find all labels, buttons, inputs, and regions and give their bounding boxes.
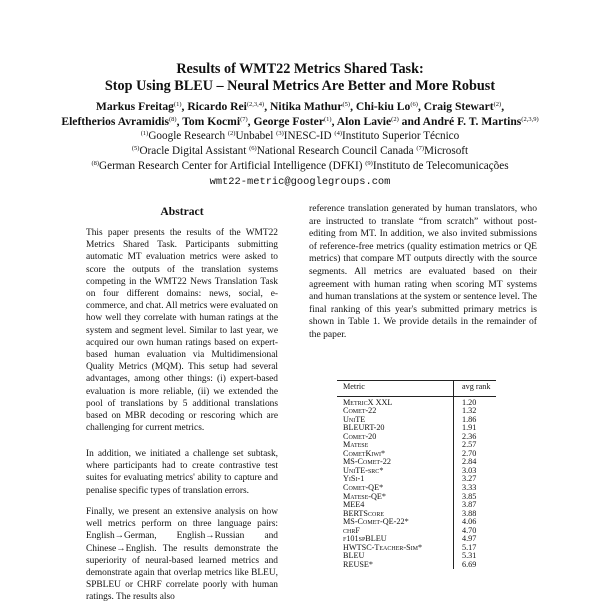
author-affil: (2,3,9) bbox=[521, 116, 539, 123]
author-line-1: Markus Freitag$^{(1)}$, Ricardo Rei$^{(2,3,4)}$, Nitika Mathur$^{(5)}$, Chi-kiu Lo$^{(6)}$, Craig Stewart$^{(2)}$, bbox=[95, 100, 505, 113]
affil-num: (4) bbox=[334, 130, 342, 137]
author-name: Ricardo Rei bbox=[187, 100, 247, 113]
abstract-heading: Abstract bbox=[160, 205, 204, 218]
metric-rank: 1.32 bbox=[454, 407, 497, 416]
affiliation: Oracle Digital Assistant bbox=[139, 145, 247, 157]
metric-rank: 2.36 bbox=[454, 433, 497, 442]
affiliation: German Research Center for Artificial Intelligence (DFKI) bbox=[99, 160, 363, 172]
affiliation-line-1 bbox=[0, 129, 600, 144]
affiliation: National Research Council Canada bbox=[256, 145, 414, 157]
affil-num: (8) bbox=[91, 160, 100, 167]
affiliation: Instituto de Telecomunicações bbox=[372, 160, 509, 172]
affiliation-line-3 bbox=[0, 159, 600, 174]
author-name: Markus Freitag bbox=[95, 100, 174, 113]
metric-name: BLEURT-20 bbox=[343, 423, 385, 433]
metric-rank: 4.97 bbox=[454, 535, 497, 544]
metric-rank: 3.87 bbox=[454, 501, 497, 510]
affiliation: Microsoft bbox=[424, 145, 469, 157]
metric-name: HWTSC-Teacher-Sim* bbox=[343, 542, 423, 552]
author-affil: (2) bbox=[391, 116, 399, 123]
metric-name: MEE4 bbox=[343, 500, 365, 510]
table-row bbox=[337, 561, 496, 570]
metric-name: UniTE bbox=[343, 414, 366, 424]
author-line-2: Eleftherios Avramidis$^{(8)}$, Tom Kocmi$^{(7)}$, George Foster$^{(1)}$, Alon Lavie$^{(2)}$ and André F. T. Martins$^{(2,3,9)}$ bbox=[61, 115, 539, 128]
metric-rank: 1.91 bbox=[454, 424, 497, 433]
metric-rank: 6.69 bbox=[454, 561, 497, 570]
author-name: George Foster bbox=[253, 115, 324, 128]
intro-paragraph: reference translation generated by human translators, who are instructed to translate “from scratch” without post-editing from MT. In addition, we also invited submissions of reference-free metrics (quality estimation metrics or QE metrics) that compare MT outputs directly with the source segments. All metrics are evaluated based on their agreement with human rating when scoring MT systems and human translations at the system or sentence level. The final ranking of this year's submitted primary metrics is shown in Table 1. We provide details in the remainder of the paper. bbox=[309, 203, 537, 340]
affiliation: Unbabel bbox=[235, 130, 274, 142]
avg-rank-column-header: avg rank bbox=[454, 381, 497, 397]
metric-rank: 1.86 bbox=[454, 416, 497, 425]
author-affil: (7) bbox=[240, 116, 248, 123]
abstract-paragraph-2: In addition, we initiated a challenge set subtask, where participants had to create contrastive test suites for evaluating metrics' ability to capture and penalise specific types of translation errors. bbox=[86, 449, 278, 496]
affil-num: (3) bbox=[276, 130, 284, 137]
metric-rank: 3.33 bbox=[454, 484, 497, 493]
paper-title bbox=[0, 61, 600, 95]
author-name: Nitika Mathur bbox=[270, 100, 343, 113]
metric-rank: 5.17 bbox=[454, 544, 497, 553]
metric-name: Comet-22 bbox=[343, 406, 377, 416]
metric-name: Matese-QE* bbox=[343, 491, 387, 501]
metric-name: MS-Comet-QE-22* bbox=[343, 517, 409, 527]
affiliation: Google Research bbox=[148, 130, 226, 142]
affiliation: Instituto Superior Técnico bbox=[342, 130, 460, 142]
affiliation: INESC-ID bbox=[283, 130, 332, 142]
author-affil: (1) bbox=[323, 116, 332, 123]
affil-num: (2) bbox=[227, 130, 236, 137]
metric-name: REUSE* bbox=[343, 559, 374, 569]
metric-name: BLEU bbox=[343, 551, 365, 561]
author-list bbox=[0, 99, 600, 129]
affil-num: (5) bbox=[131, 145, 140, 152]
metric-name: YiSi-1 bbox=[343, 474, 365, 484]
affil-num: (1) bbox=[140, 130, 149, 137]
author-affil: (2) bbox=[493, 101, 502, 108]
author-name: Chi-kiu Lo bbox=[355, 100, 411, 113]
author-affil: (5) bbox=[342, 101, 351, 108]
abstract-paragraph-3: Finally, we present an extensive analysis on how well metrics perform on three language pairs: English→German, English→Russian and Chinese→English. The results demonstrate the superiority of neural-based learned metrics and demonstrate again that overlap metrics like BLEU, SPBLEU or CHRF correlate poorly with human ratings. The results also bbox=[86, 507, 278, 603]
affil-num: (7) bbox=[416, 145, 425, 152]
affil-num: (6) bbox=[249, 145, 257, 152]
metric-rank: 3.88 bbox=[454, 510, 497, 519]
title-line-2: Stop Using BLEU – Neural Metrics Are Better and More Robust bbox=[104, 78, 496, 94]
metric-rank: 5.31 bbox=[454, 552, 497, 561]
metrics-ranking-table bbox=[337, 380, 496, 569]
affil-num: (9) bbox=[365, 160, 373, 167]
metric-rank: 4.70 bbox=[454, 527, 497, 536]
metric-name: Matese bbox=[343, 440, 369, 450]
metric-name: MS-Comet-22 bbox=[343, 457, 391, 467]
metric-rank: 1.20 bbox=[454, 396, 497, 407]
author-affil: (1) bbox=[173, 101, 182, 108]
metric-rank: 2.70 bbox=[454, 450, 497, 459]
metric-name: BERTScore bbox=[343, 508, 384, 518]
affiliation-list bbox=[0, 129, 600, 174]
metric-rank: 2.84 bbox=[454, 458, 497, 467]
author-name: André F. T. Martins bbox=[422, 115, 522, 128]
metric-column-header: Metric bbox=[337, 381, 454, 397]
author-name: Alon Lavie bbox=[336, 115, 392, 128]
metric-rank: 3.27 bbox=[454, 475, 497, 484]
author-affil: (8) bbox=[169, 116, 177, 123]
metric-rank: 2.57 bbox=[454, 441, 497, 450]
table-header-row bbox=[337, 381, 496, 397]
affiliation-line-2 bbox=[0, 144, 600, 159]
metric-rank: 3.85 bbox=[454, 493, 497, 502]
metric-name: UniTE-src* bbox=[343, 465, 384, 475]
metric-name: Comet-20 bbox=[343, 431, 377, 441]
metric-name: MetricX XXL bbox=[343, 397, 393, 407]
metric-name: chrF bbox=[343, 525, 360, 535]
author-name: Tom Kocmi bbox=[182, 115, 241, 128]
author-name: Craig Stewart bbox=[423, 100, 494, 113]
author-name: Eleftherios Avramidis bbox=[61, 115, 170, 128]
metric-name: f101spBLEU bbox=[343, 534, 387, 544]
contact-email[interactable]: wmt22-metric@googlegroups.com bbox=[209, 176, 391, 188]
metric-name: CometKiwi* bbox=[343, 448, 386, 458]
metric-rank: 3.03 bbox=[454, 467, 497, 476]
author-affil: (6) bbox=[410, 101, 418, 108]
metric-rank: 4.06 bbox=[454, 518, 497, 527]
metric-name: Comet-QE* bbox=[343, 483, 384, 493]
title-line-1: Results of WMT22 Metrics Shared Task: bbox=[176, 61, 424, 77]
author-affil: (2,3,4) bbox=[246, 101, 265, 108]
abstract-paragraph-1: This paper presents the results of the WMT22 Metrics Shared Task. Participants submitting automatic MT evaluation metrics were asked to score the outputs of the translation systems competing in the WMT22 News Translation Task on four different domains: news, social, e-commerce, and chat. All metrics were evaluated on how well they correlate with human ratings at the system and segment level. Similar to last year, we acquired our own human ratings based on expert-based human evaluation via Multidimensional Quality Metrics (MQM). This setup had several advantages, among other things: (i) expert-based evaluation is more reliable, (ii) we extended the pool of translations by 5 additional translations based on MBR decoding or rescoring which are challenging for current metrics. bbox=[86, 228, 278, 434]
